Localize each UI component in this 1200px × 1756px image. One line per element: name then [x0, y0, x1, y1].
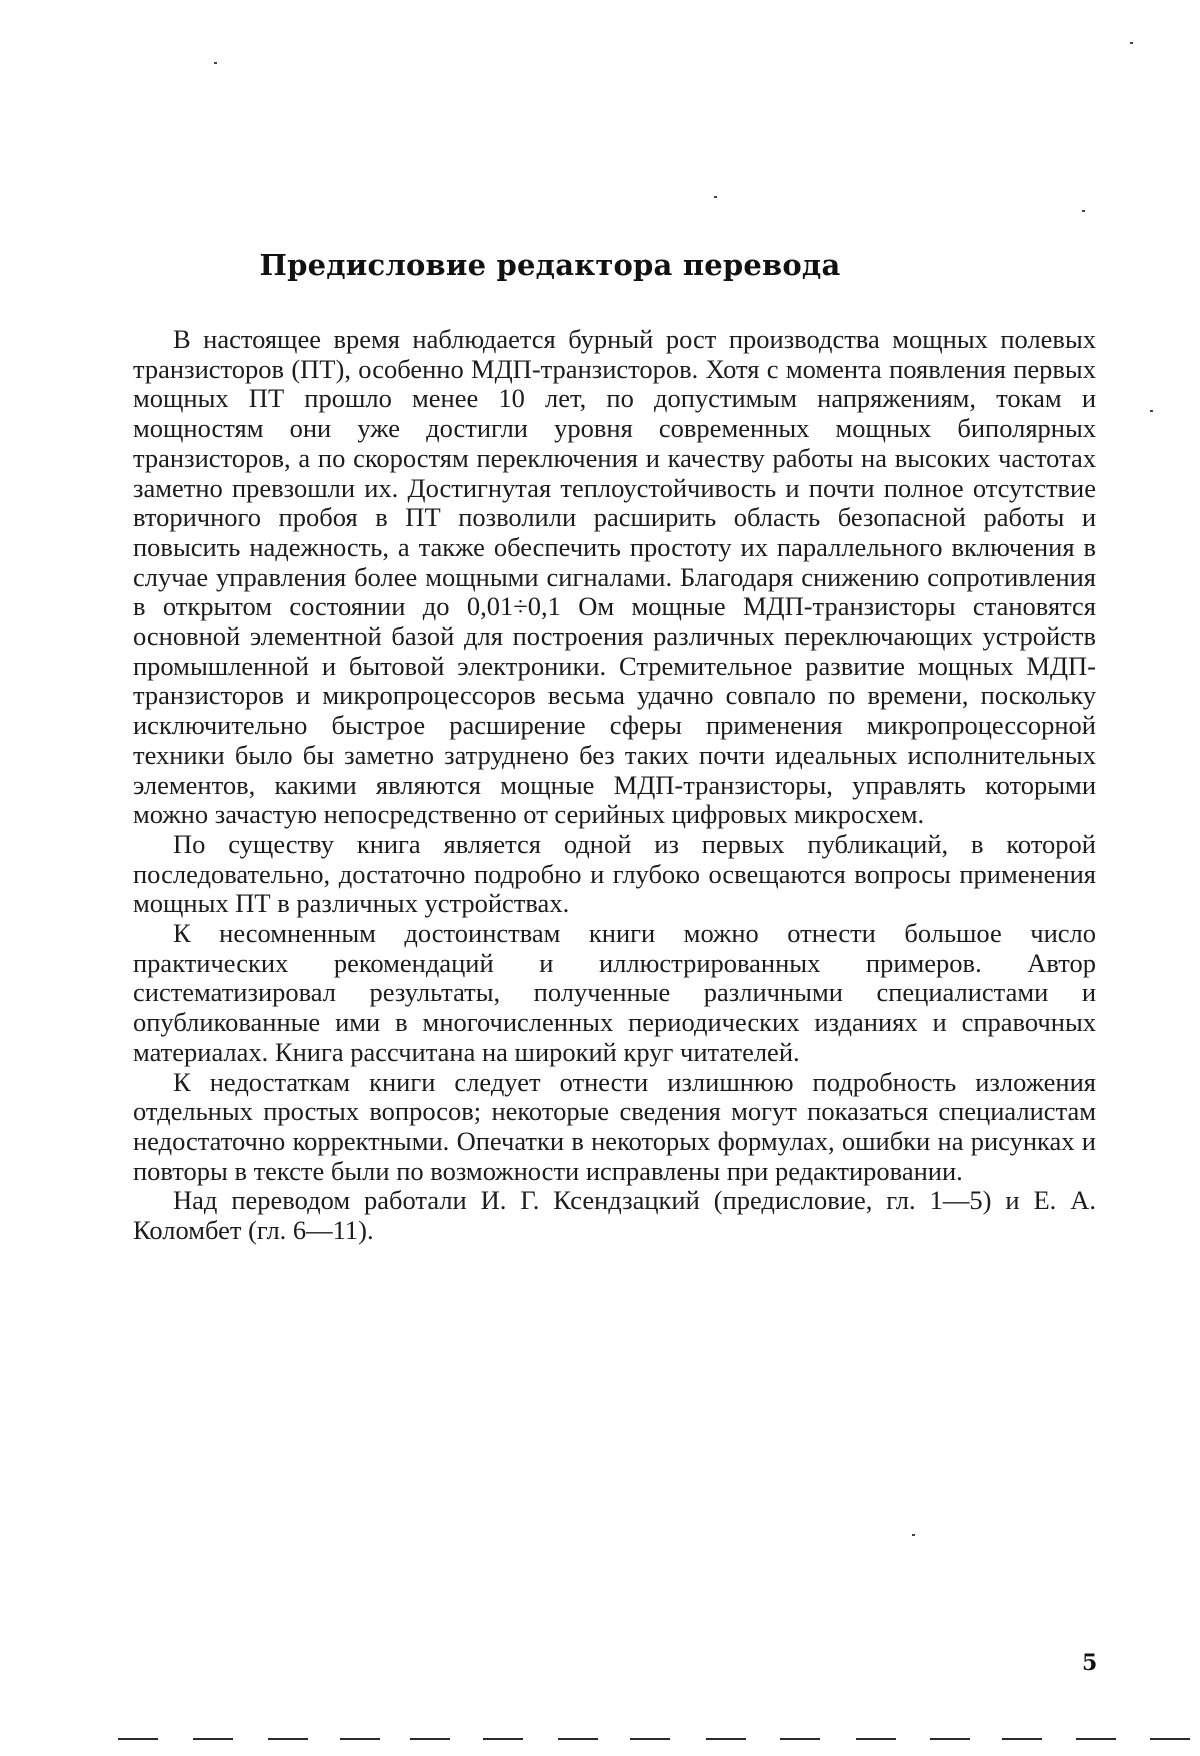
paragraph: К несомненным достоинствам книги можно отнести большое число практических рекомендаций и иллюстрированных примеров. Автор систематизировал результаты, полученные различными специалистами и опубликованные ими в многочисленных периодических изданиях и справочных материалах. Книга рассчитана на широкий круг читателей.: [133, 918, 1096, 1067]
paragraph: В настоящее время наблюдается бурный рост производства мощных полевых транзисторов (ПТ), особенно МДП-транзисторов. Хотя с момента появления первых мощных ПТ прошло менее 10 лет, по допустимым напряжениям, токам и мощностям они уже достигли уровня современных мощных биполярных транзисторов, а по скоростям переключения и качеству работы на высоких частотах заметно превзошли их. Достигнутая теплоустойчивость и почти полное отсутствие вторичного пробоя в ПТ позволили расширить область безопасной работы и повысить надежность, а также обеспечить простоту их параллельного включения в случае управления более мощными сигналами. Благодаря снижению сопротивления в открытом состоянии до 0,01÷0,1 Ом мощные МДП-транзисторы становятся основной элементной базой для построения различных переключающих устройств промышленной и бытовой электроники. Стремительное развитие мощных МДП-транзисторов и микропроцессоров весьма удачно совпало по времени, поскольку исключительно быстрое расширение сферы применения микропроцессорной техники было бы заметно затруднено без таких почти идеальных исполнительных элементов, какими являются мощные МДП-транзисторы, управлять которыми можно зачастую непосредственно от серийных цифровых микросхем.: [133, 324, 1096, 830]
scan-dash: [118, 1738, 158, 1740]
scan-speck: [1150, 410, 1153, 412]
paragraph: К недостаткам книги следует отнести излишнюю подробность изложения отдельных простых вопросов; некоторые сведения могут показаться специалистам недостаточно корректными. Опечатки в некоторых формулах, ошибки на рисунках и повторы в тексте были по возможности исправлены при редактировании.: [133, 1066, 1096, 1186]
scan-dash: [856, 1738, 896, 1740]
scan-dash: [410, 1738, 450, 1740]
scan-dash: [1150, 1738, 1190, 1740]
scan-speck: [1130, 42, 1133, 44]
paragraph: По существу книга является одной из первых публикаций, в которой последовательно, достаточно подробно и глубоко освещаются вопросы применения мощных ПТ в различных устройствах.: [133, 828, 1096, 919]
scan-edge-dashes: [118, 1738, 1200, 1742]
paragraph: Над переводом работали И. Г. Ксендзацкий (предисловие, гл. 1—5) и Е. А. Коломбет (гл. 6—11).: [133, 1185, 1096, 1246]
scan-dash: [558, 1738, 598, 1740]
scan-dash: [1002, 1738, 1042, 1740]
scan-speck: [1082, 210, 1085, 212]
body-text: [133, 325, 1096, 1246]
scan-dash: [930, 1738, 970, 1740]
scan-dash: [780, 1738, 820, 1740]
scan-speck: [214, 62, 217, 64]
page-number: 5: [1082, 1650, 1098, 1676]
scan-dash: [630, 1738, 670, 1740]
scan-dash: [268, 1738, 308, 1740]
scan-speck: [714, 196, 717, 198]
scan-dash: [483, 1738, 523, 1740]
scan-dash: [193, 1738, 233, 1740]
page-title: Предисловие редактора перевода: [259, 248, 841, 282]
scan-dash: [1076, 1738, 1116, 1740]
scan-dash: [706, 1738, 746, 1740]
scan-speck: [912, 1534, 915, 1536]
scan-dash: [340, 1738, 380, 1740]
